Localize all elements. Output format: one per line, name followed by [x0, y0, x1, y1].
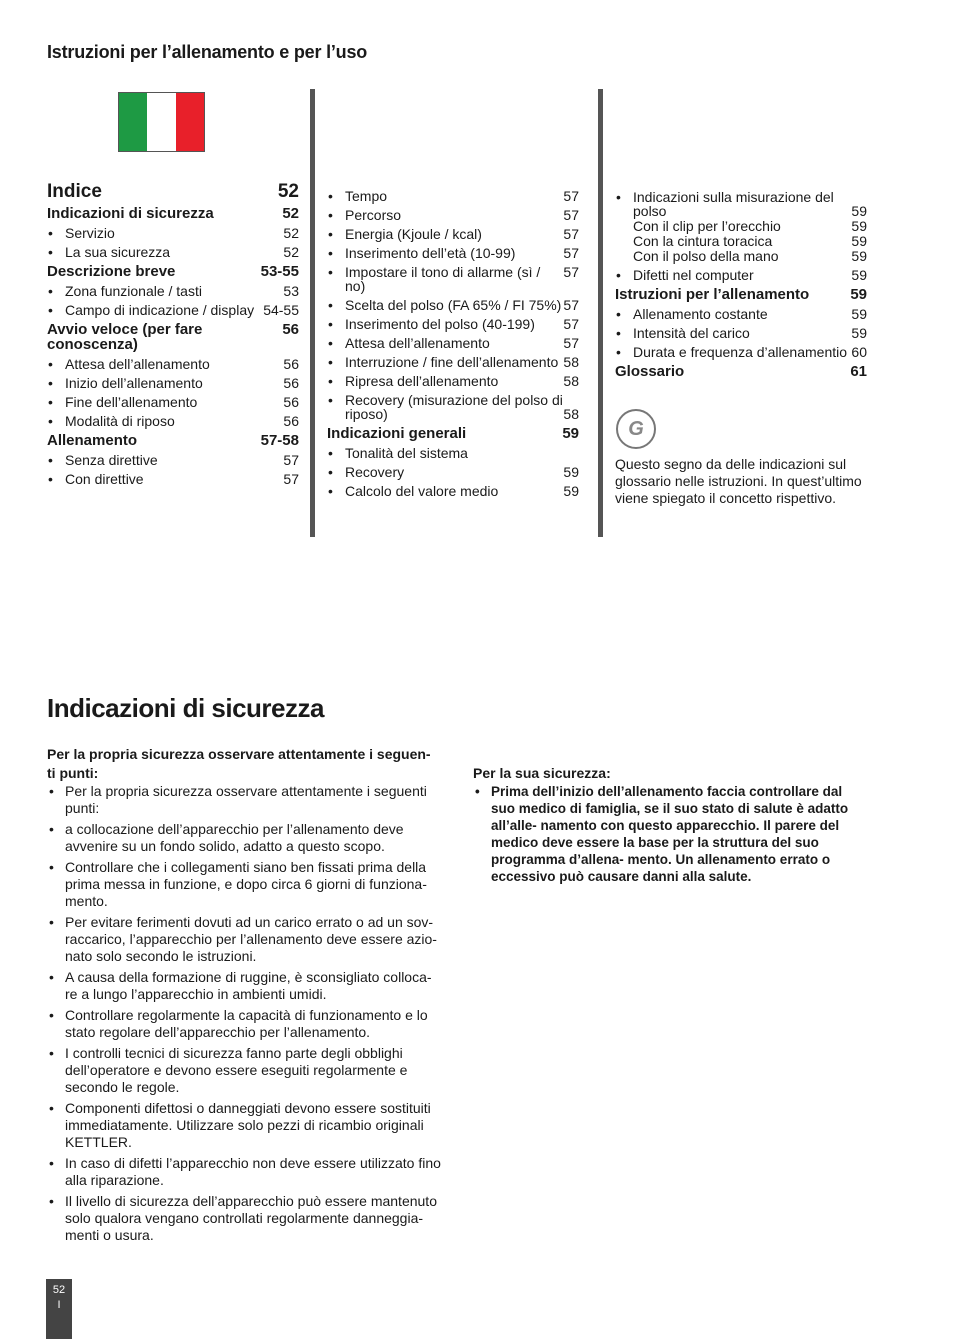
toc-item-row [327, 227, 579, 241]
toc-entry-page: 52 [277, 181, 299, 202]
safety-bullet: • Il livello di sicurezza dell’apparecchio può essere mantenuto solo qualora vengano controllati regolarmente danneggia- menti o usura. [47, 1193, 442, 1244]
toc-item-row [47, 284, 299, 298]
toc-head-row [615, 364, 867, 379]
toc-entry-label: • Inserimento del polso (40-199) [327, 317, 535, 331]
toc-item-row [327, 446, 579, 460]
toc-entry-label: • Recovery [327, 465, 404, 479]
toc-head-row [47, 433, 299, 448]
toc-entry-page: 57 [283, 471, 299, 487]
toc-item-row [47, 453, 299, 467]
page-number: 52 [52, 1284, 66, 1296]
toc-entry-label: • Interruzione / fine dell’allenamento [327, 355, 558, 369]
toc-head-row [47, 206, 299, 221]
toc-entry-label: • Campo di indicazione / display [47, 303, 254, 317]
toc-item-row [327, 355, 579, 369]
toc-entry-label: Con la cintura toracica [633, 233, 773, 249]
toc-entry-page: 57 [563, 188, 579, 204]
toc-entry-label: • Inserimento dell’età (10-99) [327, 246, 515, 260]
toc-entry-label: Allenamento [47, 432, 138, 449]
toc-column-2 [327, 184, 579, 498]
toc-item-row [327, 336, 579, 350]
toc-entry-label: • Inizio dell’allenamento [47, 376, 203, 390]
toc-entry-page: 57 [563, 316, 579, 332]
glossary-g-letter: G [628, 417, 644, 440]
toc-entry-page: 59 [851, 306, 867, 322]
toc-entry-label: • Durata e frequenza d’allenamentio [615, 345, 847, 359]
toc-item-row [327, 208, 579, 222]
safety-bullet: • Controllare che i collegamenti siano ben fissati prima della prima messa in funzione, e dopo circa 6 giorni di funziona- mento. [47, 859, 442, 910]
toc-item-row [327, 484, 579, 498]
toc-entry-label: • Percorso [327, 208, 401, 222]
italian-flag [118, 92, 205, 152]
toc-entry-label: • Modalità di riposo [47, 414, 175, 428]
toc-entry-page: 61 [850, 363, 867, 380]
toc-column-3 [615, 185, 867, 379]
toc-item-row [615, 326, 867, 340]
toc-entry-label: Avvio veloce (per fare conoscenza) [47, 321, 203, 353]
safety-bullet-list [47, 783, 442, 1248]
right-bullet: • Prima dell’inizio dell’allenamento faccia controllare dal suo medico di famiglia, se il suo stato di salute è adatto all’alle- namento con questo apparecchio. Il parere del medico deve essere la base per la struttura del suo programma d’allena- mento. Un allenamento errato o eccessivo può causare danni alla salute. [473, 783, 868, 885]
toc-entry-page: 57 [563, 264, 579, 280]
toc-sub-row [615, 249, 867, 263]
toc-entry-page: 54-55 [263, 302, 299, 318]
toc-entry-page: 56 [283, 375, 299, 391]
toc-item-row [615, 345, 867, 359]
toc-item-row [47, 245, 299, 259]
flag-red-stripe [176, 93, 204, 151]
toc-entry-label: • Attesa dell’allenamento [47, 357, 210, 371]
toc-entry-page: 59 [562, 425, 579, 442]
toc-entry-label: Istruzioni per l’allenamento [615, 286, 810, 303]
toc-item-row [615, 307, 867, 321]
glossary-note: Questo segno da delle indicazioni sul glossario nelle istruzioni. In quest’ultimo viene spiegato il concetto rispettivo. [615, 456, 862, 506]
toc-entry-label: • Tempo [327, 189, 387, 203]
safety-intro: Per la propria sicurezza osservare attentamente i seguen- ti punti: [47, 746, 431, 781]
toc-item-row [327, 374, 579, 388]
toc-entry-page: 57 [563, 297, 579, 313]
toc-entry-page: 59 [850, 286, 867, 303]
toc-entry-label: Indicazioni di sicurezza [47, 205, 214, 222]
toc-entry-label: Glossario [615, 363, 685, 380]
toc-entry-page: 59 [851, 325, 867, 341]
toc-entry-label: Con il polso della mano [633, 248, 779, 264]
toc-entry-page: 53 [283, 283, 299, 299]
toc-entry-label: • Servizio [47, 226, 115, 240]
safety-bullet: • Controllare regolarmente la capacità di funzionamento e lo stato regolare dell’apparecchio per l’allenamento. [47, 1007, 442, 1041]
toc-item-row [327, 393, 579, 421]
toc-item-row [47, 303, 299, 317]
safety-bullet: • I controlli tecnici di sicurezza fanno parte degli obblighi dell’operatore e devono essere eseguiti regolarmente e secondo le regole. [47, 1045, 442, 1096]
toc-entry-label: Con il clip per l’orecchio [633, 218, 781, 234]
toc-entry-page: 59 [851, 248, 867, 264]
toc-entry-page: 57-58 [260, 432, 299, 449]
toc-entry-label: Indicazioni generali [327, 425, 467, 442]
toc-entry-page: 60 [851, 344, 867, 360]
toc-entry-label: Indice [47, 181, 102, 202]
section-title: Indicazioni di sicurezza [47, 693, 324, 723]
toc-entry-label: • Zona funzionale / tasti [47, 284, 202, 298]
toc-item-row [327, 189, 579, 203]
glossary-g-icon [616, 409, 656, 449]
toc-item-row [327, 465, 579, 479]
toc-entry-page: 59 [851, 267, 867, 283]
toc-column-1 [47, 182, 299, 486]
toc-entry-label: • Recovery (misurazione del polso di riposo) [327, 393, 563, 421]
toc-item-row [47, 472, 299, 486]
safety-bullet: • Componenti difettosi o danneggiati devono essere sostituiti immediatamente. Utilizzare solo pezzi di ricambio originali KETTLER. [47, 1100, 442, 1151]
toc-entry-label: • Difetti nel computer [615, 268, 754, 282]
safety-bullet: • In caso di difetti l’apparecchio non deve essere utilizzato fino alla riparazione. [47, 1155, 442, 1189]
safety-bullet: • a collocazione dell’apparecchio per l’allenamento deve avvenire su un fondo solido, adatto a questo scopo. [47, 821, 442, 855]
toc-entry-page: 57 [563, 245, 579, 261]
toc-item-row [327, 298, 579, 312]
page-language: I [57, 1299, 61, 1311]
page-number-tab [46, 1279, 72, 1339]
toc-entry-label: • Energia (Kjoule / kcal) [327, 227, 482, 241]
flag-green-stripe [119, 93, 147, 151]
toc-entry-page: 57 [563, 226, 579, 242]
toc-entry-label: • Impostare il tono di allarme (sì / no) [327, 265, 563, 293]
toc-entry-label: • Allenamento costante [615, 307, 768, 321]
toc-item-row [47, 226, 299, 240]
toc-entry-page: 53-55 [260, 263, 299, 280]
toc-entry-label: • Tonalità del sistema [327, 446, 468, 460]
toc-entry-page: 57 [563, 335, 579, 351]
toc-entry-page: 58 [563, 406, 579, 422]
toc-item-row [47, 395, 299, 409]
toc-entry-label: • Con direttive [47, 472, 144, 486]
toc-entry-page: 59 [851, 218, 867, 234]
right-bullet-block [473, 783, 868, 885]
toc-entry-page: 56 [283, 413, 299, 429]
safety-bullet: • Per la propria sicurezza osservare attentamente i seguenti punti: [47, 783, 442, 817]
toc-sub-row [615, 234, 867, 248]
toc-item-row [327, 265, 579, 293]
toc-entry-page: 57 [283, 452, 299, 468]
toc-entry-page: 56 [282, 321, 299, 338]
toc-entry-page: 56 [283, 394, 299, 410]
toc-entry-label: • Senza direttive [47, 453, 158, 467]
toc-entry-label: • Scelta del polso (FA 65% / FI 75%) [327, 298, 561, 312]
flag-white-stripe [147, 93, 175, 151]
toc-entry-page: 58 [563, 373, 579, 389]
toc-head-row [47, 264, 299, 279]
toc-entry-label: • La sua sicurezza [47, 245, 170, 259]
right-heading: Per la sua sicurezza: [473, 765, 611, 781]
page-header-title: Istruzioni per l’allenamento e per l’uso [47, 42, 368, 62]
toc-entry-label: • Intensità del carico [615, 326, 750, 340]
toc-entry-page: 58 [563, 354, 579, 370]
toc-entry-page: 59 [563, 464, 579, 480]
toc-item-row [615, 190, 867, 218]
safety-bullet: • A causa della formazione di ruggine, è sconsigliato colloca- re a lungo l’apparecchio in ambienti umidi. [47, 969, 442, 1003]
toc-entry-page: 57 [563, 207, 579, 223]
toc-entry-label: Descrizione breve [47, 263, 176, 280]
safety-bullet: • Per evitare ferimenti dovuti ad un carico errato o ad un sov- raccarico, l’apparecchio per l’allenamento deve essere azio- nato solo secondo le istruzioni. [47, 914, 442, 965]
toc-head-row [47, 322, 299, 352]
toc-entry-page: 52 [283, 225, 299, 241]
toc-head-row [327, 426, 579, 441]
toc-entry-page: 56 [283, 356, 299, 372]
toc-head-row [615, 287, 867, 302]
toc-entry-label: • Fine dell’allenamento [47, 395, 197, 409]
toc-entry-label: • Ripresa dell’allenamento [327, 374, 498, 388]
toc-entry-label: • Calcolo del valore medio [327, 484, 498, 498]
toc-item-row [47, 414, 299, 428]
toc-entry-page: 52 [282, 205, 299, 222]
toc-entry-page: 59 [851, 233, 867, 249]
toc-item-row [47, 357, 299, 371]
toc-item-row [327, 317, 579, 331]
toc-item-row [47, 376, 299, 390]
toc-entry-label: • Attesa dell’allenamento [327, 336, 490, 350]
column-divider-1 [310, 89, 315, 537]
toc-head-row [47, 182, 299, 201]
column-divider-2 [598, 89, 603, 537]
toc-entry-label: • Indicazioni sulla misurazione del polso [615, 190, 851, 218]
toc-item-row [327, 246, 579, 260]
toc-item-row [615, 268, 867, 282]
toc-sub-row [615, 219, 867, 233]
toc-entry-page: 59 [851, 203, 867, 219]
toc-entry-page: 52 [283, 244, 299, 260]
toc-entry-page: 59 [563, 483, 579, 499]
